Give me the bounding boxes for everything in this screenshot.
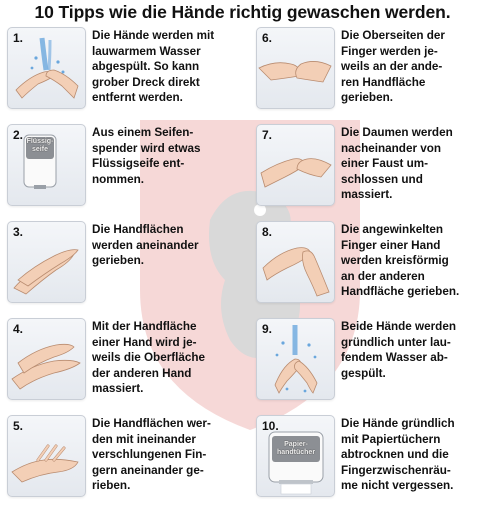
step-10-card xyxy=(256,415,335,497)
text-line: einer Faust um- xyxy=(341,157,429,171)
step-2-card xyxy=(7,124,86,206)
step-6-card xyxy=(256,27,335,109)
text-line: Die Handflächen wer- xyxy=(92,417,211,430)
text-line: Mit der Handfläche xyxy=(92,320,197,333)
text-line: Die Hände gründlich xyxy=(341,417,455,430)
step-number: 8. xyxy=(262,225,273,239)
step-5-text xyxy=(92,416,240,494)
text-line: Beide Hände werden xyxy=(341,320,456,333)
text-line: nacheinander von xyxy=(341,141,442,155)
text-line: grober Dreck direkt xyxy=(92,75,200,89)
text-line: fendem Wasser ab- xyxy=(341,351,448,365)
step-number: 10. xyxy=(262,419,279,433)
text-line: abgespült. So kann xyxy=(92,60,200,74)
text-line: mit Papiertüchern xyxy=(341,432,441,446)
text-line: werden kreisförmig xyxy=(341,254,449,268)
dispenser-label xyxy=(25,138,55,154)
step-7-text xyxy=(341,125,485,203)
text-line: me nicht vergessen. xyxy=(341,479,454,493)
text-line: nommen. xyxy=(92,172,144,186)
text-line: gespült. xyxy=(341,366,386,380)
text-line: Handfläche gerieben. xyxy=(341,285,460,299)
label-line: handtücher xyxy=(276,449,316,456)
label-line: Papier- xyxy=(284,441,308,448)
text-line: Die Daumen werden xyxy=(341,126,453,139)
step-number: 2. xyxy=(13,128,24,142)
step-3-text xyxy=(92,222,240,269)
text-line: spender wird etwas xyxy=(92,141,201,155)
step-7-card xyxy=(256,124,335,206)
label-line: seife xyxy=(32,146,48,153)
text-line: Die Hände werden mit xyxy=(92,29,215,42)
text-line: lauwarmem Wasser xyxy=(92,44,201,58)
text-line: massiert. xyxy=(341,188,393,202)
step-number: 7. xyxy=(262,128,273,142)
text-line: Die Handflächen xyxy=(92,223,184,236)
text-line: an der anderen xyxy=(341,269,425,283)
step-number: 4. xyxy=(13,322,24,336)
text-line: der anderen Hand xyxy=(92,366,192,380)
step-3-card xyxy=(7,221,86,303)
step-5-card xyxy=(7,415,86,497)
text-line: weils an der ande- xyxy=(341,60,443,74)
text-line: abtrocknen und die xyxy=(341,448,449,462)
text-line: ren Handfläche xyxy=(341,75,426,89)
text-line: gerieben. xyxy=(92,254,144,268)
step-10-text xyxy=(341,416,485,494)
text-line: gründlich unter lau- xyxy=(341,335,451,349)
step-9-text xyxy=(341,319,485,381)
text-line: gerieben. xyxy=(341,91,393,105)
text-line: Die Oberseiten der xyxy=(341,29,445,42)
text-line: Finger werden je- xyxy=(341,44,438,58)
step-4-card xyxy=(7,318,86,400)
page-title: 10 Tipps wie die Hände richtig gewaschen werden. xyxy=(34,2,451,22)
text-line: einer Hand wird je- xyxy=(92,335,197,349)
label-line: Flüssig- xyxy=(26,138,54,145)
text-line: verschlungenen Fin- xyxy=(92,448,207,462)
text-line: weils die Oberfläche xyxy=(92,351,206,365)
step-9-card xyxy=(256,318,335,400)
text-line: entfernt werden. xyxy=(92,91,183,105)
text-line: den mit ineinander xyxy=(92,432,196,446)
step-number: 3. xyxy=(13,225,24,239)
step-2-text xyxy=(92,125,240,187)
step-1-text xyxy=(92,28,240,106)
step-4-text xyxy=(92,319,240,397)
text-line: gern aneinander ge- xyxy=(92,463,204,477)
text-line: massiert. xyxy=(92,382,144,396)
text-line: Finger einer Hand xyxy=(341,238,441,252)
text-line: Aus einem Seifen- xyxy=(92,126,194,139)
text-line: Fingerzwischenräu- xyxy=(341,463,451,477)
step-number: 9. xyxy=(262,322,273,336)
step-8-text xyxy=(341,222,485,300)
step-8-card xyxy=(256,221,335,303)
text-line: Flüssigseife ent- xyxy=(92,157,185,171)
text-line: Die angewinkelten xyxy=(341,223,443,236)
step-number: 6. xyxy=(262,31,273,45)
step-number: 1. xyxy=(13,31,24,45)
text-line: werden aneinander xyxy=(92,238,199,252)
text-line: schlossen und xyxy=(341,172,423,186)
step-6-text xyxy=(341,28,485,106)
step-number: 5. xyxy=(13,419,24,433)
text-line: rieben. xyxy=(92,479,131,493)
towel-dispenser-label xyxy=(274,441,318,457)
step-1-card xyxy=(7,27,86,109)
